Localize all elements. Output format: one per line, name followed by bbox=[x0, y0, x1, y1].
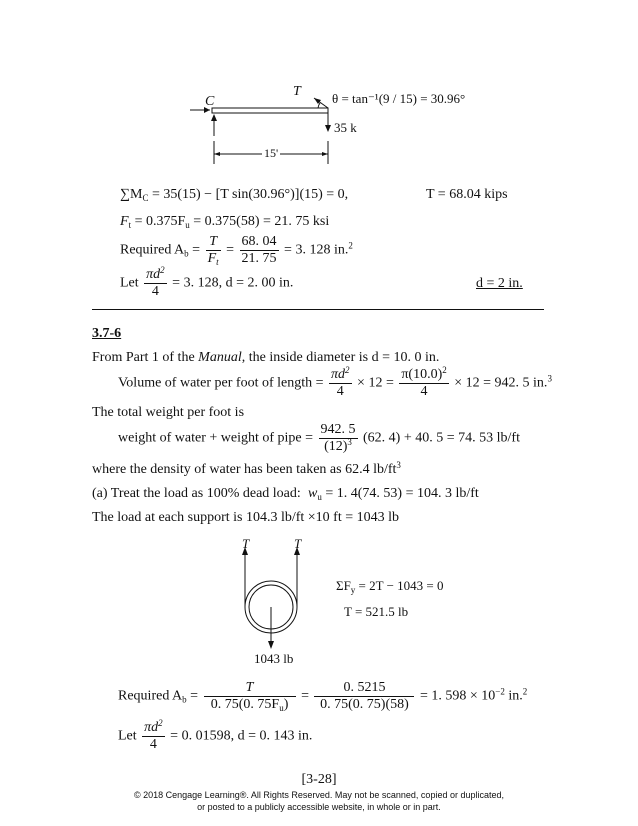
pipe-figure bbox=[225, 535, 325, 655]
let-num: πd bbox=[146, 267, 161, 282]
req2-f2-den: 0. 75(0. 75)(58) bbox=[320, 697, 409, 712]
req2-frac1 bbox=[204, 680, 296, 713]
wt-den: (12) bbox=[324, 439, 348, 454]
vol-f1-num: πd bbox=[331, 367, 346, 382]
intro-manual: Manual bbox=[198, 350, 242, 365]
wt-tail: (62. 4) + 40. 5 = 74. 53 lb/ft bbox=[359, 430, 520, 446]
req2-result: = 1. 598 × 10 bbox=[416, 688, 496, 704]
copyright-line-2: or posted to a publicly accessible website, in whole or in part. bbox=[197, 802, 441, 812]
reaction-arrow-head bbox=[211, 114, 217, 121]
required-ab-equation-2: Required $A_b$ = $\frac{T}{0. 75(0. 75F_u)}$ = $\frac{0. 5215}{0. 75(0. 75)(58)}$ = 1. $598 \times 10^{-2}$ in.$^2$ bbox=[118, 680, 528, 713]
moment-rhs: = 35(15) − [T sin(30.96°)](15) = 0, bbox=[148, 187, 349, 202]
load-label: 35 k bbox=[334, 120, 357, 135]
req2-f1-den: 0. 75(0. 75F bbox=[210, 697, 280, 712]
sum-fy-sub: y bbox=[350, 585, 356, 595]
moment-symbol: ∑M bbox=[120, 187, 143, 202]
pipe-t-left: T bbox=[242, 536, 250, 551]
req2-result-sup2: 2 bbox=[522, 686, 528, 697]
vol-f2-num: π(10.0) bbox=[401, 367, 443, 382]
let-d-equation bbox=[120, 267, 293, 300]
vol-mid: × 12 = bbox=[353, 375, 398, 391]
req2-f1-num: T bbox=[204, 680, 296, 697]
t-value: T = 521.5 lb bbox=[344, 604, 409, 619]
dim-arrow-right bbox=[322, 152, 328, 156]
density-sup: 3 bbox=[396, 460, 401, 470]
let-den: 4 bbox=[151, 284, 159, 299]
fu-sub: u bbox=[185, 220, 190, 230]
load-head bbox=[325, 125, 331, 132]
let2-num-sup: 2 bbox=[158, 718, 163, 728]
label-c: C bbox=[205, 94, 215, 109]
let2-frac bbox=[142, 720, 165, 753]
section-heading: 3.7-6 bbox=[92, 326, 122, 341]
dim-arrow-left bbox=[214, 152, 220, 156]
weight-label: 1043 lb bbox=[254, 651, 294, 666]
wt-frac bbox=[319, 422, 358, 455]
wt-den-sup: 3 bbox=[347, 437, 352, 447]
let2-lead: Let bbox=[118, 728, 137, 744]
total-weight-text: The total weight per foot is bbox=[92, 405, 245, 420]
let2-den: 4 bbox=[149, 737, 157, 752]
vol-tail-sup: 3 bbox=[547, 373, 552, 384]
let-num-sup: 2 bbox=[160, 265, 165, 275]
intro-paragraph bbox=[92, 350, 439, 366]
vol-frac1 bbox=[329, 367, 352, 400]
vol-frac2 bbox=[399, 367, 448, 400]
pipe-t-right: T bbox=[294, 536, 302, 551]
req-result: = 3. 128 in. bbox=[280, 242, 349, 258]
let-d-equation-2 bbox=[118, 720, 312, 753]
req2-result-tail: in. bbox=[504, 688, 523, 704]
wu-rhs: = 1. 4(74. 53) = 104. 3 lb/ft bbox=[321, 486, 479, 501]
frac1-den-sub: t bbox=[216, 257, 219, 267]
moment-sub: C bbox=[142, 193, 149, 203]
weight-arrow bbox=[268, 641, 274, 649]
let2-rhs: = 0. 01598, d = 0. 143 in. bbox=[166, 728, 313, 744]
frac2-den: 21. 75 bbox=[241, 251, 277, 266]
frac1-den: F bbox=[207, 251, 217, 266]
theta-arc bbox=[318, 103, 320, 108]
weight-equation bbox=[118, 422, 520, 455]
sum-fy-equation bbox=[336, 578, 444, 594]
ft-rhs: = 0.375F bbox=[131, 214, 186, 229]
volume-equation bbox=[118, 367, 552, 400]
req2-frac2 bbox=[314, 680, 414, 713]
req2-result-sup1: −2 bbox=[495, 686, 505, 697]
req-lead-sub: b bbox=[184, 248, 189, 259]
vol-f2-den: 4 bbox=[420, 384, 428, 399]
sum-fy: ΣF bbox=[336, 578, 351, 593]
support-load-text: The load at each support is 104.3 lb/ft ×10 ft = 1043 lb bbox=[92, 510, 400, 525]
intro-d: d = 10. 0 in. bbox=[371, 350, 440, 365]
vol-lead: Volume of water per foot of length = bbox=[118, 375, 324, 391]
vol-f1-num-sup: 2 bbox=[345, 365, 350, 375]
wu-sub: u bbox=[317, 492, 322, 502]
intro-a: From Part 1 of the bbox=[92, 350, 199, 365]
span-label: 15' bbox=[264, 146, 279, 160]
vol-f1-den: 4 bbox=[336, 384, 344, 399]
ft-equation bbox=[120, 214, 329, 230]
vol-tail: × 12 = 942. 5 in. bbox=[450, 375, 548, 391]
wu-symbol: w bbox=[308, 486, 318, 501]
intro-c: , the inside diameter is bbox=[241, 350, 372, 365]
final-answer-d: d = 2 in. bbox=[476, 276, 523, 291]
req-eq: = bbox=[188, 242, 201, 258]
frac1-num: T bbox=[206, 234, 221, 251]
page-number: [3-28] bbox=[301, 772, 337, 787]
req2-f1-den-sub: u bbox=[279, 703, 284, 713]
density-main: where the density of water has been taken as 62.4 lb/ft bbox=[92, 462, 397, 477]
let-lead: Let bbox=[120, 275, 139, 291]
label-t: T bbox=[293, 84, 301, 99]
let-rhs: = 3. 128, d = 2. 00 in. bbox=[168, 275, 294, 291]
fraction-t-over-ft bbox=[206, 234, 221, 267]
section-divider bbox=[92, 309, 544, 310]
fraction-values bbox=[240, 234, 279, 267]
req2-f1-den-tail: ) bbox=[283, 697, 289, 712]
req2-f2-num: 0. 5215 bbox=[314, 680, 414, 697]
beam bbox=[212, 108, 328, 113]
ft-rhs2: = 0.375(58) = 21. 75 ksi bbox=[189, 214, 330, 229]
moment-equation bbox=[120, 187, 348, 203]
vol-f2-num-sup: 2 bbox=[442, 365, 447, 375]
density-text bbox=[92, 462, 401, 478]
req-result-sup: 2 bbox=[348, 240, 353, 251]
req-lead: Required A bbox=[120, 242, 185, 258]
req2-lead: Required A bbox=[118, 688, 183, 704]
frac2-num: 68. 04 bbox=[241, 234, 277, 249]
wt-num: 942. 5 bbox=[320, 422, 356, 437]
req2-lead-sub: b bbox=[182, 694, 187, 705]
t-result: T = 68.04 kips bbox=[426, 187, 508, 202]
fraction-pi-d2 bbox=[144, 267, 167, 300]
ft-sub: t bbox=[128, 220, 132, 230]
wu-equation bbox=[308, 486, 479, 502]
copyright-line-1: © 2018 Cengage Learning®. All Rights Reserved. May not be scanned, copied or duplicated, bbox=[134, 790, 504, 800]
ft-symbol: F bbox=[120, 214, 129, 229]
let2-num: πd bbox=[144, 720, 159, 735]
sum-fy-rhs: = 2T − 1043 = 0 bbox=[355, 578, 444, 593]
theta-equation: θ = tan⁻¹(9 / 15) = 30.96° bbox=[332, 91, 466, 106]
wt-lead: weight of water + weight of pipe = bbox=[118, 430, 314, 446]
part-a-text: (a) Treat the load as 100% dead load: bbox=[92, 486, 301, 501]
required-ab-equation: Required $A_b$ = $\frac{T}{F_t}$ = $\frac{68. 04}{21. 75}$ = 3. 128 in.$^2$ bbox=[120, 234, 353, 267]
